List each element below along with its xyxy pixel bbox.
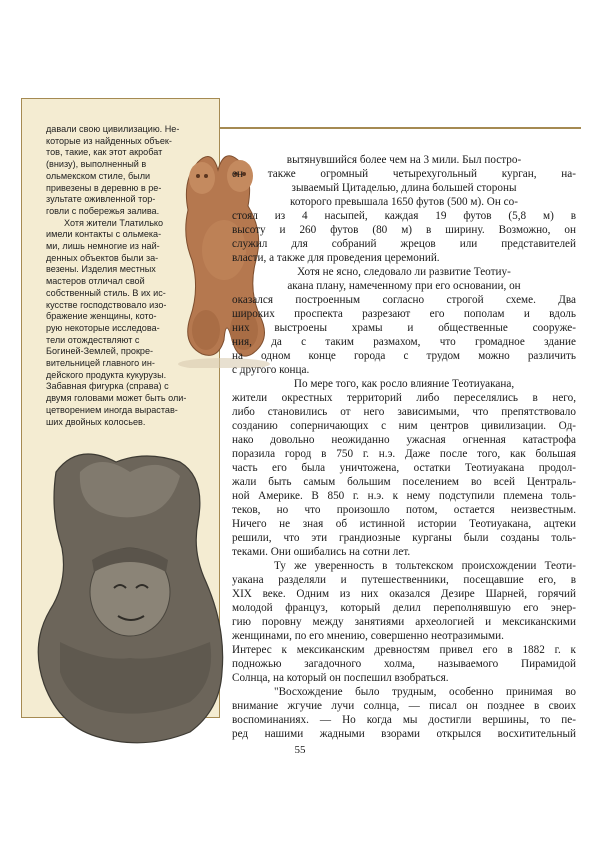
caption-line: денных объектов были за- bbox=[46, 252, 159, 263]
caption-line: тов, такие, как этот акробат bbox=[46, 147, 163, 158]
caption-line: ми, лишь немногие из най- bbox=[46, 241, 160, 252]
body-line: поразила город в 750 г. н.э. Даже после того, как большая bbox=[232, 448, 576, 460]
body-line: них выстроены храмы и общественные сооруже- bbox=[232, 322, 576, 334]
body-line: созданию соперничающих с ним центров цивилизации. Од- bbox=[232, 420, 576, 432]
body-line: ред нашими жадными взорами открылся восхитительный bbox=[232, 728, 576, 740]
body-line: власти, а также для проведения церемоний. bbox=[232, 252, 440, 264]
body-line: акана плану, намеченному при его основании, он bbox=[287, 280, 521, 292]
caption-line: зультате оживленной тор- bbox=[46, 194, 156, 205]
body-line: женщинами, по его мнению, совершенно неотразимыми. bbox=[232, 630, 504, 642]
body-line: которого превышала 1650 футов (500 м). Он со- bbox=[290, 196, 518, 208]
body-line: теков, но что произошло потом, остается неизвестным. bbox=[232, 504, 576, 516]
caption-line: привезены в деревню в ре- bbox=[46, 182, 162, 193]
body-line: нако довольно неожиданно ужасная огненная катастрофа bbox=[232, 434, 576, 446]
caption-line: ольмекском стиле, были bbox=[46, 170, 151, 181]
body-line: решили, что эти грандиозные курганы были созданы толь- bbox=[232, 532, 576, 544]
body-line: жители окрестных территорий либо переселялись в него, bbox=[232, 392, 576, 404]
caption-line: Хотя жители Тлатилько bbox=[64, 217, 164, 228]
body-line: вытянувшийся более чем на 3 мили. Был постро- bbox=[286, 154, 522, 166]
caption-line: Забавная фигурка (справа) с bbox=[46, 381, 169, 392]
body-line: молодой француз, который делил переполнявшую его энер- bbox=[232, 602, 576, 614]
body-line: Хотя не ясно, следовало ли развитие Теотиу- bbox=[297, 266, 511, 278]
caption-line: тели отождествляют с bbox=[46, 334, 140, 345]
body-line: часть его была уничтожена, остатки Теотиуакана продол- bbox=[232, 462, 576, 474]
body-line: ной Америке. В 850 г. н.э. к нему подступили племена толь- bbox=[232, 490, 576, 502]
body-line: гию поровну между занятиями археологией и мексиканскими bbox=[232, 616, 576, 628]
body-line: зываемый Цитаделью, длина большей стороны bbox=[291, 182, 517, 194]
body-line: ния, да с таким размахом, что громадное здание bbox=[232, 336, 576, 348]
page-number: 55 bbox=[294, 744, 306, 756]
body-line: либо становились от него зависимыми, что препятствовало bbox=[232, 406, 576, 418]
caption-line: вительницей главного ин- bbox=[46, 358, 155, 369]
body-line: служил для собраний жрецов или представителей bbox=[232, 238, 576, 250]
caption-line: собственный стиль. В их ис- bbox=[46, 287, 166, 298]
body-line: Ничего не зная об истинной истории Теотиуакана, ацтеки bbox=[232, 518, 576, 530]
caption-line: везены. Изделия местных bbox=[46, 264, 156, 275]
body-line: "Восхождение было трудным, особенно принимая во bbox=[274, 686, 576, 698]
body-line: широких проспекта разрезают его пополам и вдоль bbox=[232, 308, 576, 320]
caption-line: которые из найденных объек- bbox=[46, 135, 172, 146]
body-line: на одном конце города с трудом можно различить bbox=[232, 350, 576, 362]
caption-line: имели контакты с ольмека- bbox=[46, 229, 162, 240]
caption-line: давали свою цивилизацию. Не- bbox=[46, 124, 180, 134]
body-line: с другого конца. bbox=[232, 364, 310, 376]
acrobat-sculpture-image bbox=[20, 432, 242, 750]
body-line: подножью загадочного холма, называемого Пирамидой bbox=[232, 658, 576, 670]
body-line: внимание жгучие лучи солнца, — писал он позднее в своих bbox=[232, 700, 576, 712]
body-line: теками. Они ошибались на сотни лет. bbox=[232, 546, 411, 558]
caption-line: цетворением иногда вырастав- bbox=[46, 404, 178, 415]
body-line: По мере того, как росло влияние Теотиуакана, bbox=[293, 378, 515, 390]
caption-line: дейского продукта кукурузы. bbox=[46, 369, 167, 380]
caption-line: бражение женщины, кото- bbox=[46, 311, 157, 322]
body-line: оказался построенным согласно строгой схеме. Два bbox=[232, 294, 576, 306]
body-line: Ту же уверенность в тольтекском происхождении Теоти- bbox=[274, 560, 576, 572]
body-line: Интерес к мексиканским древностям привел его в 1882 г. к bbox=[232, 644, 576, 656]
body-line: воспоминаниях. — Но когда мы достигли вершины, то пе- bbox=[232, 714, 576, 726]
body-text bbox=[232, 153, 576, 741]
body-line: XIX веке. Одним из них оказался Дезире Шарней, горячий bbox=[232, 588, 576, 600]
caption-line: двумя головами может быть оли- bbox=[46, 393, 187, 404]
body-line: Солнца, на который он поспешил взобраться. bbox=[232, 672, 449, 684]
body-line: стоял из 4 насыпей, каждая 19 футов (5,8 м) в bbox=[232, 210, 576, 222]
header-rule bbox=[219, 127, 581, 129]
caption-line: Богиней-Землей, прокре- bbox=[46, 346, 154, 357]
body-line: ен также огромный четырехугольный курган, на- bbox=[232, 168, 576, 180]
body-line: уакана разделяли и путешественники, посещавшие его, в bbox=[232, 574, 576, 586]
caption-line: рую некоторые исследова- bbox=[46, 322, 160, 333]
caption-line: кусстве господствовало изо- bbox=[46, 299, 167, 310]
caption-line: ших двойных колосьев. bbox=[46, 416, 146, 427]
caption-line: мастеров отличал свой bbox=[46, 276, 145, 287]
caption-line: (внизу), выполненный в bbox=[46, 159, 147, 170]
body-line: жали быть самым большим поселением во всей Централь- bbox=[232, 476, 576, 488]
caption-line: говли с побережья залива. bbox=[46, 205, 160, 216]
body-line: высоту и 260 футов (80 м) в ширину. Возможно, он bbox=[232, 224, 576, 236]
